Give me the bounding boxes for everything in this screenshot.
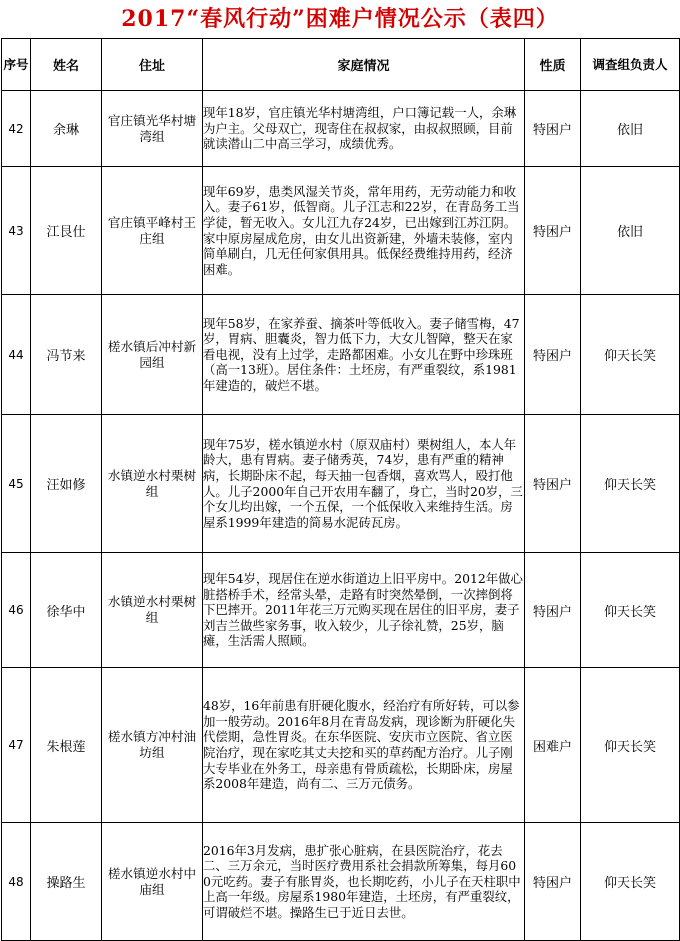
row-no: 48 — [2, 823, 31, 941]
row-name: 冯节来 — [31, 295, 102, 415]
row-address: 水镇逆水村栗树组 — [102, 415, 203, 553]
row-type: 特困户 — [525, 553, 581, 668]
page-title: 2017“春风行动”困难户情况公示（表四） — [121, 6, 559, 32]
row-family: 现年58岁，在家养蚕、摘茶叶等低收入。妻子储雪梅，47岁，胃病、胆囊炎，智力低下力，大女儿智障，整天在家看电视，没有上过学，走路都困难。小女儿在野中珍珠班（高一13班）。居住条件：土坯房，有严重裂纹，系1981年建造的，破烂不堪。 — [203, 295, 525, 415]
header-address: 住址 — [102, 39, 203, 91]
row-address: 槎水镇方冲村油坊组 — [102, 668, 203, 823]
row-family: 现年75岁，槎水镇逆水村（原双庙村）栗树组人，本人年龄大，患有胃病。妻子储秀英，74岁，患有严重的精神病，长期卧床不起，每天抽一包香烟，喜欢骂人，殴打他人。儿子2000年自己开农用车翻了，身亡，当时20岁，三个女儿均出嫁，一个五保，一个低保收入来维持生活。房屋系1999年建造的简易水泥砖瓦房。 — [203, 415, 525, 553]
row-officer: 仰天长笑 — [581, 668, 680, 823]
row-type: 特困户 — [525, 295, 581, 415]
row-family: 48岁，16年前患有肝硬化腹水，经治疗有所好转，可以参加一般劳动。2016年8月在青岛发病，现诊断为肝硬化失代偿期，急性胃炎。在东华医院、安庆市立医院、省立医院治疗，现在家吃其丈夫挖和买的草药配方治疗。儿子刚大专毕业在外务工，母亲患有骨质疏松，长期卧床，房屋系2008年建造，尚有二、三万元债务。 — [203, 668, 525, 823]
row-type: 特困户 — [525, 167, 581, 295]
row-officer: 依旧 — [581, 91, 680, 167]
row-family: 现年18岁，官庄镇光华村塘湾组，户口簿记载一人，余琳为户主。父母双亡，现寄住在叔叔家，由叔叔照顾，目前就读潜山二中高三学习，成绩优秀。 — [203, 91, 525, 167]
row-address: 水镇逆水村栗树组 — [102, 553, 203, 668]
row-family: 2016年3月发病，患扩张心脏病，在县医院治疗，花去二、三万余元，当时医疗费用系社会捐款所筹集，每月600元吃药。妻子有胀胃炎，也长期吃药，小儿子在天柱职中上高一年级。房屋系1980年建造，土坯房，有严重裂纹，可谓破烂不堪。操路生已于近日去世。 — [203, 823, 525, 941]
table-header-row — [2, 39, 680, 91]
row-type: 困难户 — [525, 668, 581, 823]
row-address: 官庄镇平峰村王庄组 — [102, 167, 203, 295]
table-row — [2, 553, 680, 668]
row-officer: 仰天长笑 — [581, 553, 680, 668]
row-no: 45 — [2, 415, 31, 553]
row-family: 现年54岁，现居住在逆水街道边上旧平房中。2012年做心脏搭桥手术，经常头晕，走路有时突然晕倒，一次摔倒将下巴摔开。2011年花三万元购买现在居住的旧平房，妻子刘吉兰做些家务事，收入较少，儿子徐礼赞，25岁，脑瘫，生活需人照顾。 — [203, 553, 525, 668]
row-no: 46 — [2, 553, 31, 668]
row-officer: 仰天长笑 — [581, 415, 680, 553]
row-name: 汪如修 — [31, 415, 102, 553]
row-address: 槎水镇逆水村中庙组 — [102, 823, 203, 941]
table-row — [2, 167, 680, 295]
row-no: 43 — [2, 167, 31, 295]
header-officer: 调查组负责人 — [581, 39, 680, 91]
row-name: 操路生 — [31, 823, 102, 941]
row-address: 槎水镇后冲村新园组 — [102, 295, 203, 415]
row-name: 徐华中 — [31, 553, 102, 668]
row-type: 特困户 — [525, 91, 581, 167]
poverty-table — [1, 38, 680, 941]
row-officer: 依旧 — [581, 167, 680, 295]
table-row — [2, 415, 680, 553]
header-name: 姓名 — [31, 39, 102, 91]
row-officer: 仰天长笑 — [581, 295, 680, 415]
header-family: 家庭情况 — [203, 39, 525, 91]
table-row — [2, 668, 680, 823]
row-type: 特困户 — [525, 823, 581, 941]
row-family: 现年69岁，患类风湿关节炎，常年用药，无劳动能力和收入。妻子61岁，低智商。儿子江志和22岁，在青岛务工当学徒，暂无收入。女儿江九存24岁，已出嫁到江苏江阴。家中原房屋成危房，由女儿出资新建，外墙未装修，室内简单刷白，几无任何家俱用具。低保经费维持用药，经济困难。 — [203, 167, 525, 295]
row-name: 余琳 — [31, 91, 102, 167]
row-type: 特困户 — [525, 415, 581, 553]
row-address: 官庄镇光华村塘湾组 — [102, 91, 203, 167]
row-no: 44 — [2, 295, 31, 415]
row-no: 47 — [2, 668, 31, 823]
header-type: 性质 — [525, 39, 581, 91]
table-row — [2, 823, 680, 941]
row-no: 42 — [2, 91, 31, 167]
table-row — [2, 295, 680, 415]
row-name: 朱根莲 — [31, 668, 102, 823]
row-name: 江艮仕 — [31, 167, 102, 295]
header-no: 序号 — [2, 39, 31, 91]
table-row — [2, 91, 680, 167]
row-officer: 仰天长笑 — [581, 823, 680, 941]
